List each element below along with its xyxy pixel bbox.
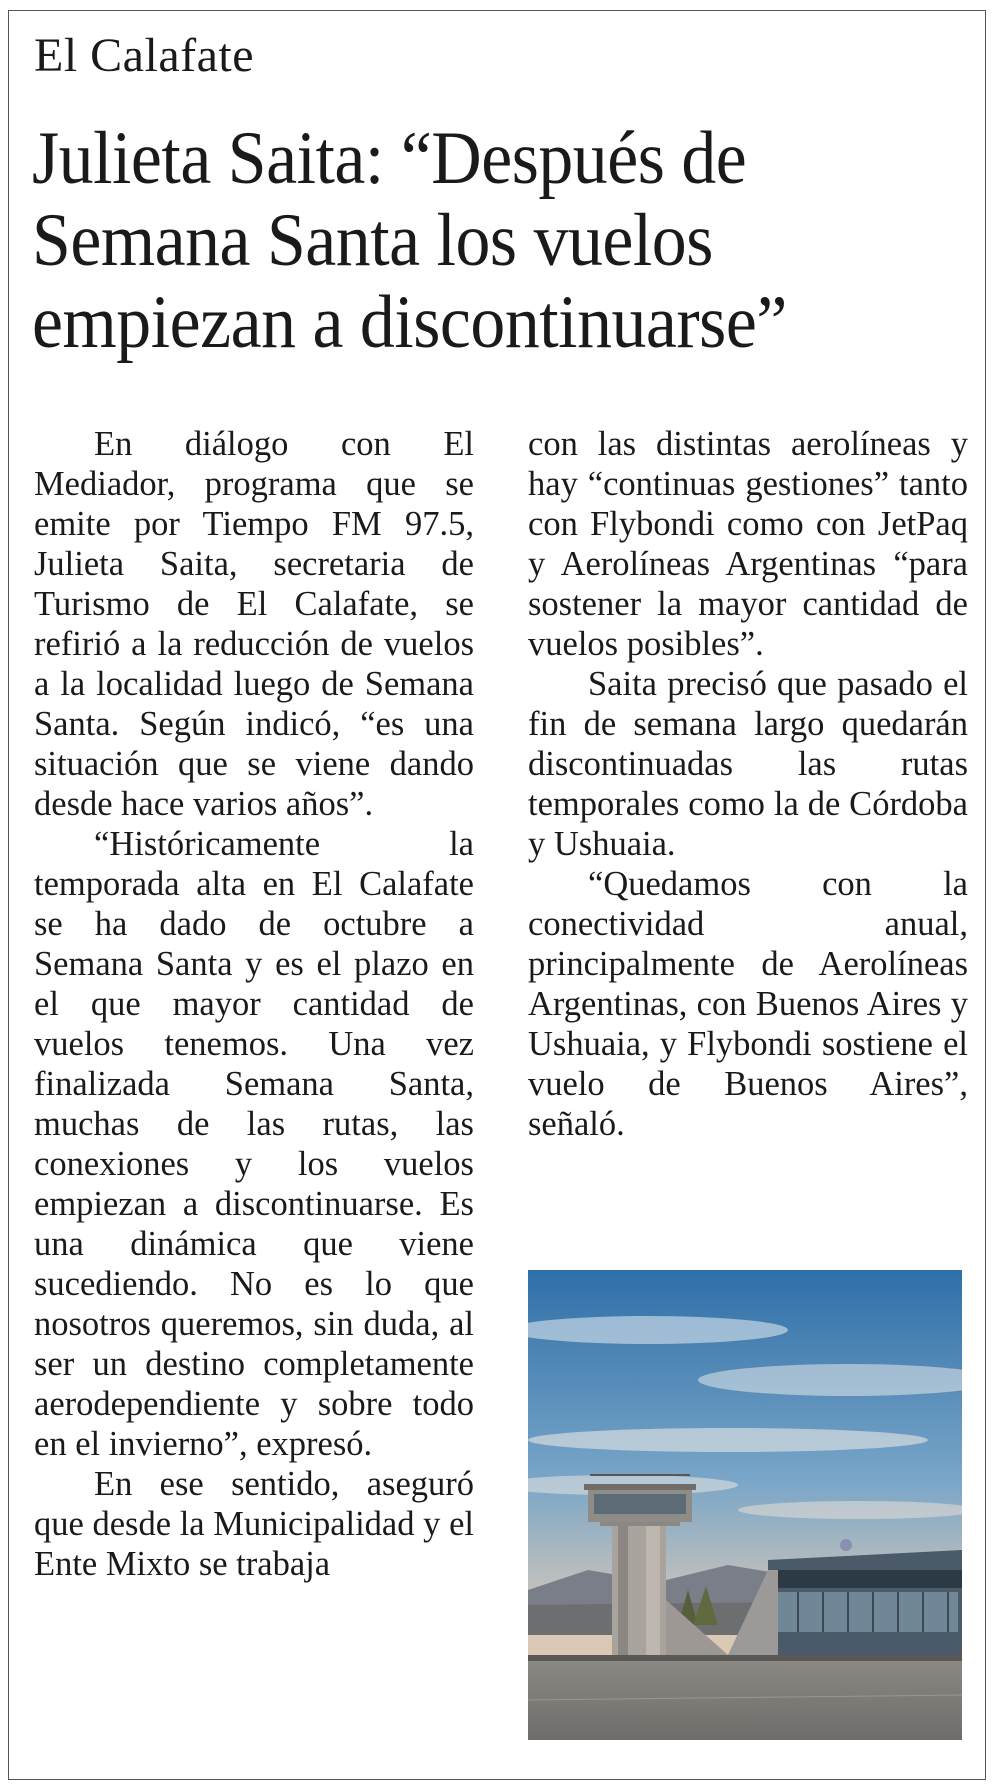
airport-control-tower-image	[528, 1270, 962, 1740]
paragraph: con las distintas aerolíneas y hay “continuas gestiones” tanto con Flybondi como con JetPaq y Aerolíneas Argentinas “para sostener la mayor cantidad de vuelos posibles”.	[528, 425, 968, 663]
section-label: El Calafate	[34, 29, 255, 82]
left-column	[34, 424, 474, 1584]
airport-photo	[528, 1270, 962, 1740]
headline: Julieta Saita: “Después de Semana Santa los vuelos empiezan a discontinuarse”	[32, 117, 787, 364]
paragraph: En ese sentido, aseguró que desde la Municipalidad y el Ente Mixto se trabaja	[34, 1465, 474, 1583]
paragraph: “Históricamente la temporada alta en El Calafate se ha dado de octubre a Semana Santa y es el plazo en el que mayor cantidad de vuelos tenemos. Una vez finalizada Semana Santa, muchas de las rutas, las conexiones y los vuelos empiezan a discontinuarse. Es una dinámica que viene sucediendo. No es lo que nosotros queremos, sin duda, al ser un destino completamente aerodependiente y sobre todo en el invierno”, expresó.	[34, 825, 474, 1463]
paragraph: En diálogo con El Mediador, programa que se emite por Tiempo FM 97.5, Julieta Saita, secretaria de Turismo de El Calafate, se refirió a la reducción de vuelos a la localidad luego de Semana Santa. Según indicó, “es una situación que se viene dando desde hace varios años”.	[34, 425, 474, 823]
right-column	[528, 424, 968, 1144]
paragraph: “Quedamos con la conectividad anual, principalmente de Aerolíneas Argentinas, con Buenos Aires y Ushuaia, y Flybondi sostiene el vuelo de Buenos Aires”, señaló.	[528, 865, 968, 1143]
paragraph: Saita precisó que pasado el fin de semana largo quedarán discontinuadas las rutas temporales como la de Córdoba y Ushuaia.	[528, 665, 968, 863]
